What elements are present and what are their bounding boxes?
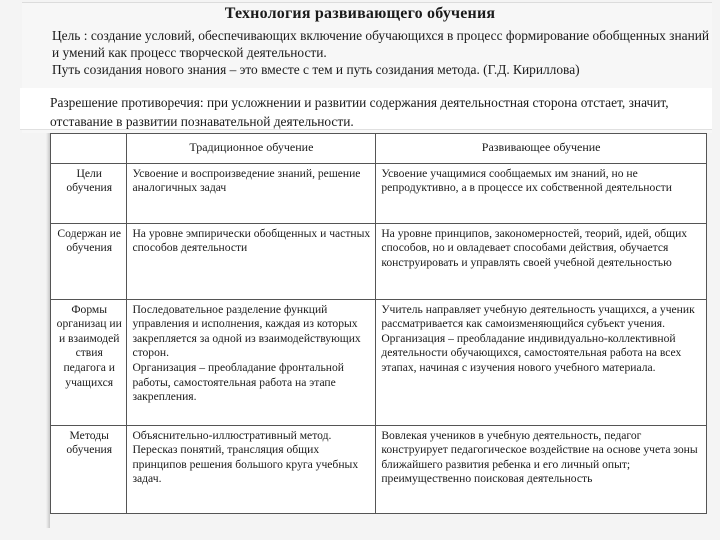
header-developing: Развивающее обучение — [376, 134, 707, 164]
traditional-cell — [127, 299, 376, 425]
developing-cell — [376, 299, 707, 425]
table-row — [51, 425, 707, 513]
quote-text: Путь созидания нового знания – это вместе с тем и путь созидания метода. (Г.Д. Кириллова) — [52, 62, 580, 77]
traditional-cell: На уровне эмпирически обобщенных и частных способов деятельности — [127, 223, 376, 299]
header-empty — [51, 134, 127, 164]
traditional-cell-part: Последовательное разделение функций управления и исполнения, каждая из которых закрепляется за одной из взаимодействующих сторон. — [132, 302, 361, 360]
traditional-cell-part: Организация – преобладание фронтальной работы, самостоятельная работа на этапе закрепления. — [132, 360, 345, 404]
row-label: Формы организац ии и взаимодей ствия педагога и учащихся — [51, 299, 127, 425]
row-label: Содержан ие обучения — [51, 223, 127, 299]
intro-text — [52, 27, 712, 78]
table-header-row — [51, 134, 707, 164]
resolution-text: Разрешение противоречия: при усложнении и развитии содержания деятельностная сторона отстает, значит, отставание в развитии познавательной деятельности. — [50, 95, 669, 129]
traditional-cell: Объяснительно-иллюстративный метод. Пересказ понятий, трансляция общих принципов решения большого круга учебных задач. — [127, 425, 376, 513]
developing-cell: На уровне принципов, закономерностей, теорий, идей, общих способов, но и овладевает способами действия, обучается конструировать и управлять своей учебной деятельностью — [376, 223, 707, 299]
traditional-cell: Усвоение и воспроизведение знаний, решение аналогичных задач — [127, 163, 376, 223]
goal-text: Цель : создание условий, обеспечивающих включение обучающихся в процесс формирование обобщенных знаний и умений как процесс творческой деятельности. — [52, 28, 710, 60]
developing-cell-part: Организация – преобладание индивидуально-коллективной деятельности обучающихся, самостоятельная работа на всех этапах, начиная с изучения нового учебного материала. — [381, 331, 682, 374]
table-row — [51, 299, 707, 425]
developing-cell: Вовлекая учеников в учебную деятельность, педагог конструирует педагогическое воздействие на основе учета зоны ближайшего развития ребенка и его личный опыт; преимущественно поисковая деятельность — [376, 425, 707, 513]
row-label: Методы обучения — [51, 425, 127, 513]
header-traditional: Традиционное обучение — [127, 134, 376, 164]
table-row — [51, 223, 707, 299]
comparison-table — [50, 133, 707, 514]
table-row — [51, 163, 707, 223]
developing-cell: Усвоение учащимися сообщаемых им знаний, но не репродуктивно, а в процессе их собственной деятельности — [376, 163, 707, 223]
slide-title: Технология развивающего обучения — [224, 5, 496, 22]
row-label: Цели обучения — [51, 163, 127, 223]
developing-cell-part: Учитель направляет учебную деятельность учащихся, а ученик рассматривается как самоизменяющийся субъект учения. — [381, 302, 695, 331]
